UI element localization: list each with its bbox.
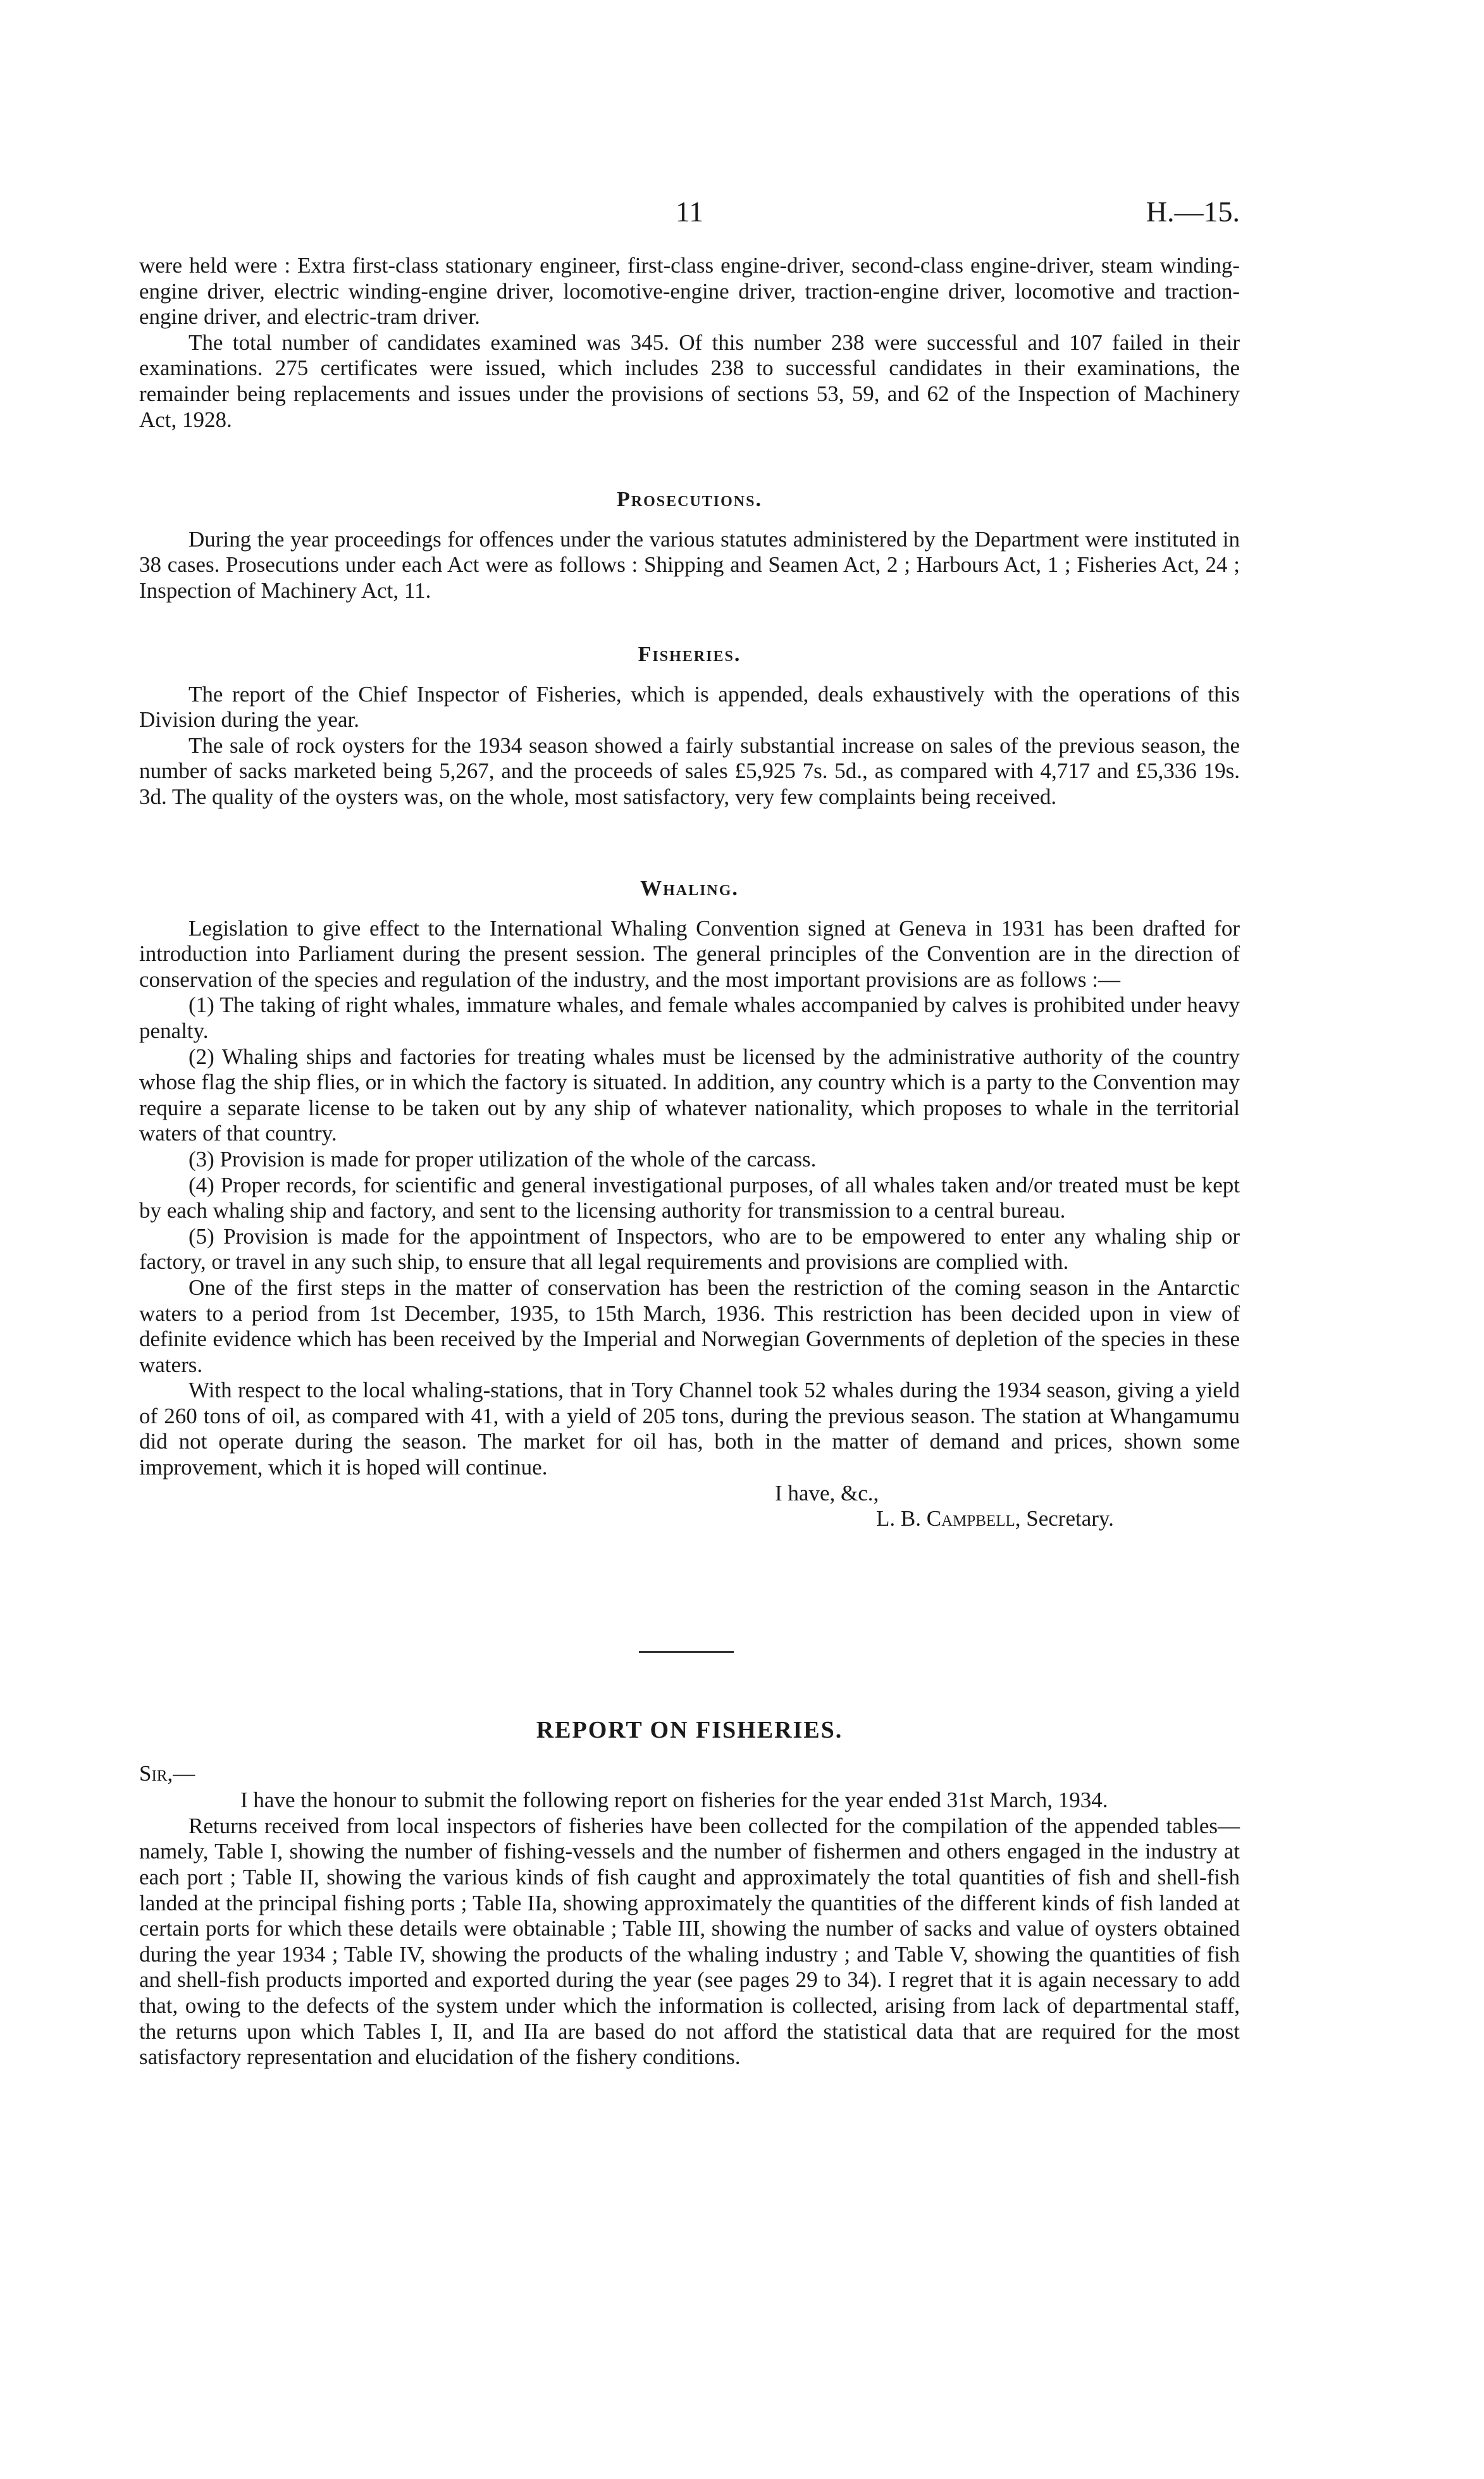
whaling-provision-5: (5) Provision is made for the appointment of Inspectors, who are to be empowered to enter any whaling ship or factory, or travel in any such ship, to ensure that all legal requirements and provisions are complied with. — [139, 1223, 1240, 1275]
fisheries-paragraph-1: The report of the Chief Inspector of Fisheries, which is appended, deals exhaustively with the operations of this Division during the year. — [139, 681, 1240, 733]
intro-section — [139, 253, 1240, 433]
prosecutions-section — [139, 487, 1240, 603]
report-salutation: Sir,— — [139, 1760, 195, 1786]
whaling-paragraph-3: With respect to the local whaling-stations, that in Tory Channel took 52 whales during the 1934 season, giving a yield of 260 tons of oil, as compared with 41, with a yield of 205 tons, during the previous season. The station at Whangamumu did not operate during the season. The market for oil has, both in the matter of demand and prices, shown some improvement, which it is hoped will continue. — [139, 1378, 1240, 1480]
fisheries-section — [139, 642, 1240, 810]
whaling-paragraph-2: One of the first steps in the matter of conservation has been the restriction of the coming season in the Antarctic waters to a period from 1st December, 1935, to 15th March, 1936. This restriction has been decided upon in view of definite evidence which has been received by the Imperial and Norwegian Governments of depletion of the species in these waters. — [139, 1275, 1240, 1377]
intro-paragraph-2: The total number of candidates examined was 345. Of this number 238 were successful and 107 failed in their examinations. 275 certificates were issued, which includes 238 to successful candidates in their examinations, the remainder being replacements and issues under the provisions of sections 53, 59, and 62 of the Inspection of Machinery Act, 1928. — [139, 330, 1240, 432]
whaling-provision-3: (3) Provision is made for proper utilization of the whole of the carcass. — [189, 1146, 817, 1171]
section-divider — [639, 1651, 734, 1653]
whaling-section — [139, 876, 1240, 1532]
report-paragraph-2: Returns received from local inspectors of fisheries have been collected for the compilation of the appended tables—namely, Table I, showing the number of fishing-vessels and the number of fishermen and others engaged in the industry at each port ; Table II, showing the various kinds of fish caught and approximately the total quantities of fish and shell-fish landed at the principal fishing ports ; Table IIa, showing approximately the quantities of the different kinds of fish landed at certain ports for which these details were obtainable ; Table III, showing the number of sacks and value of oysters obtained during the year 1934 ; Table IV, showing the products of the whaling industry ; and Table V, showing the quantities of fish and shell-fish products imported and exported during the year (see pages 29 to 34). I regret that it is again necessary to add that, owing to the defects of the system under which the information is collected, arising from lack of departmental staff, the returns upon which Tables I, II, and IIa are based do not afford the statistical data that are required for the most satisfactory representation and elucidation of the fishery conditions. — [139, 1813, 1240, 2070]
whaling-provision-2: (2) Whaling ships and factories for treating whales must be licensed by the administrative authority of the country whose flag the ship flies, or in which the factory is situated. In addition, any country which is a party to the Convention may require a separate license to be taken out by any ship of whatever nationality, which proposes to whale in the territorial waters of that country. — [139, 1044, 1240, 1146]
page-header — [139, 190, 1240, 240]
fisheries-heading: Fisheries. — [638, 643, 741, 666]
prosecutions-heading: Prosecutions. — [617, 488, 762, 511]
report-paragraph-1: I have the honour to submit the following report on fisheries for the year ended 31st March, 1934. — [240, 1788, 1108, 1813]
signoff-greeting: I have, &c., — [775, 1480, 879, 1505]
signoff-name: L. B. Campbell — [876, 1506, 1015, 1531]
intro-paragraph-1: were held were : Extra first-class stationary engineer, first-class engine-driver, second-class engine-driver, steam winding-engine driver, electric winding-engine driver, locomotive-engine driver, traction-engine driver, locomotive and traction-engine driver, and electric-tram driver. — [139, 253, 1240, 330]
fisheries-paragraph-2: The sale of rock oysters for the 1934 season showed a fairly substantial increase on sales of the previous season, the number of sacks marketed being 5,267, and the proceeds of sales £5,925 7s. 5d., as compared with 4,717 and £5,336 19s. 3d. The quality of the oysters was, on the whole, most satisfactory, very few complaints being received. — [139, 733, 1240, 809]
prosecutions-paragraph: During the year proceedings for offences under the various statutes administered by the Department were instituted in 38 cases. Prosecutions under each Act were as follows : Shipping and Seamen Act, 2 ; Harbours Act, 1 ; Fisheries Act, 24 ; Inspection of Machinery Act, 11. — [139, 526, 1240, 603]
report-heading: REPORT ON FISHERIES. — [536, 1717, 843, 1743]
whaling-heading: Whaling. — [640, 877, 739, 900]
signoff-title: , Secretary. — [1015, 1506, 1114, 1531]
report-section — [139, 1717, 1240, 2070]
page-number: 11 — [675, 195, 704, 228]
document-reference: H.—15. — [1146, 195, 1240, 228]
whaling-provision-4: (4) Proper records, for scientific and general investigational purposes, of all whales taken and/or treated must be kept by each whaling ship and factory, and sent to the licensing authority for transmission to a central bureau. — [139, 1172, 1240, 1223]
whaling-provision-1: (1) The taking of right whales, immature whales, and female whales accompanied by calves is prohibited under heavy penalty. — [139, 992, 1240, 1043]
signoff-signature — [139, 1506, 1240, 1532]
whaling-paragraph-1: Legislation to give effect to the International Whaling Convention signed at Geneva in 1931 has been drafted for introduction into Parliament during the present session. The general principles of the Convention are in the direction of conservation of the species and regulation of the industry, and the most important provisions are as follows :— — [139, 915, 1240, 992]
